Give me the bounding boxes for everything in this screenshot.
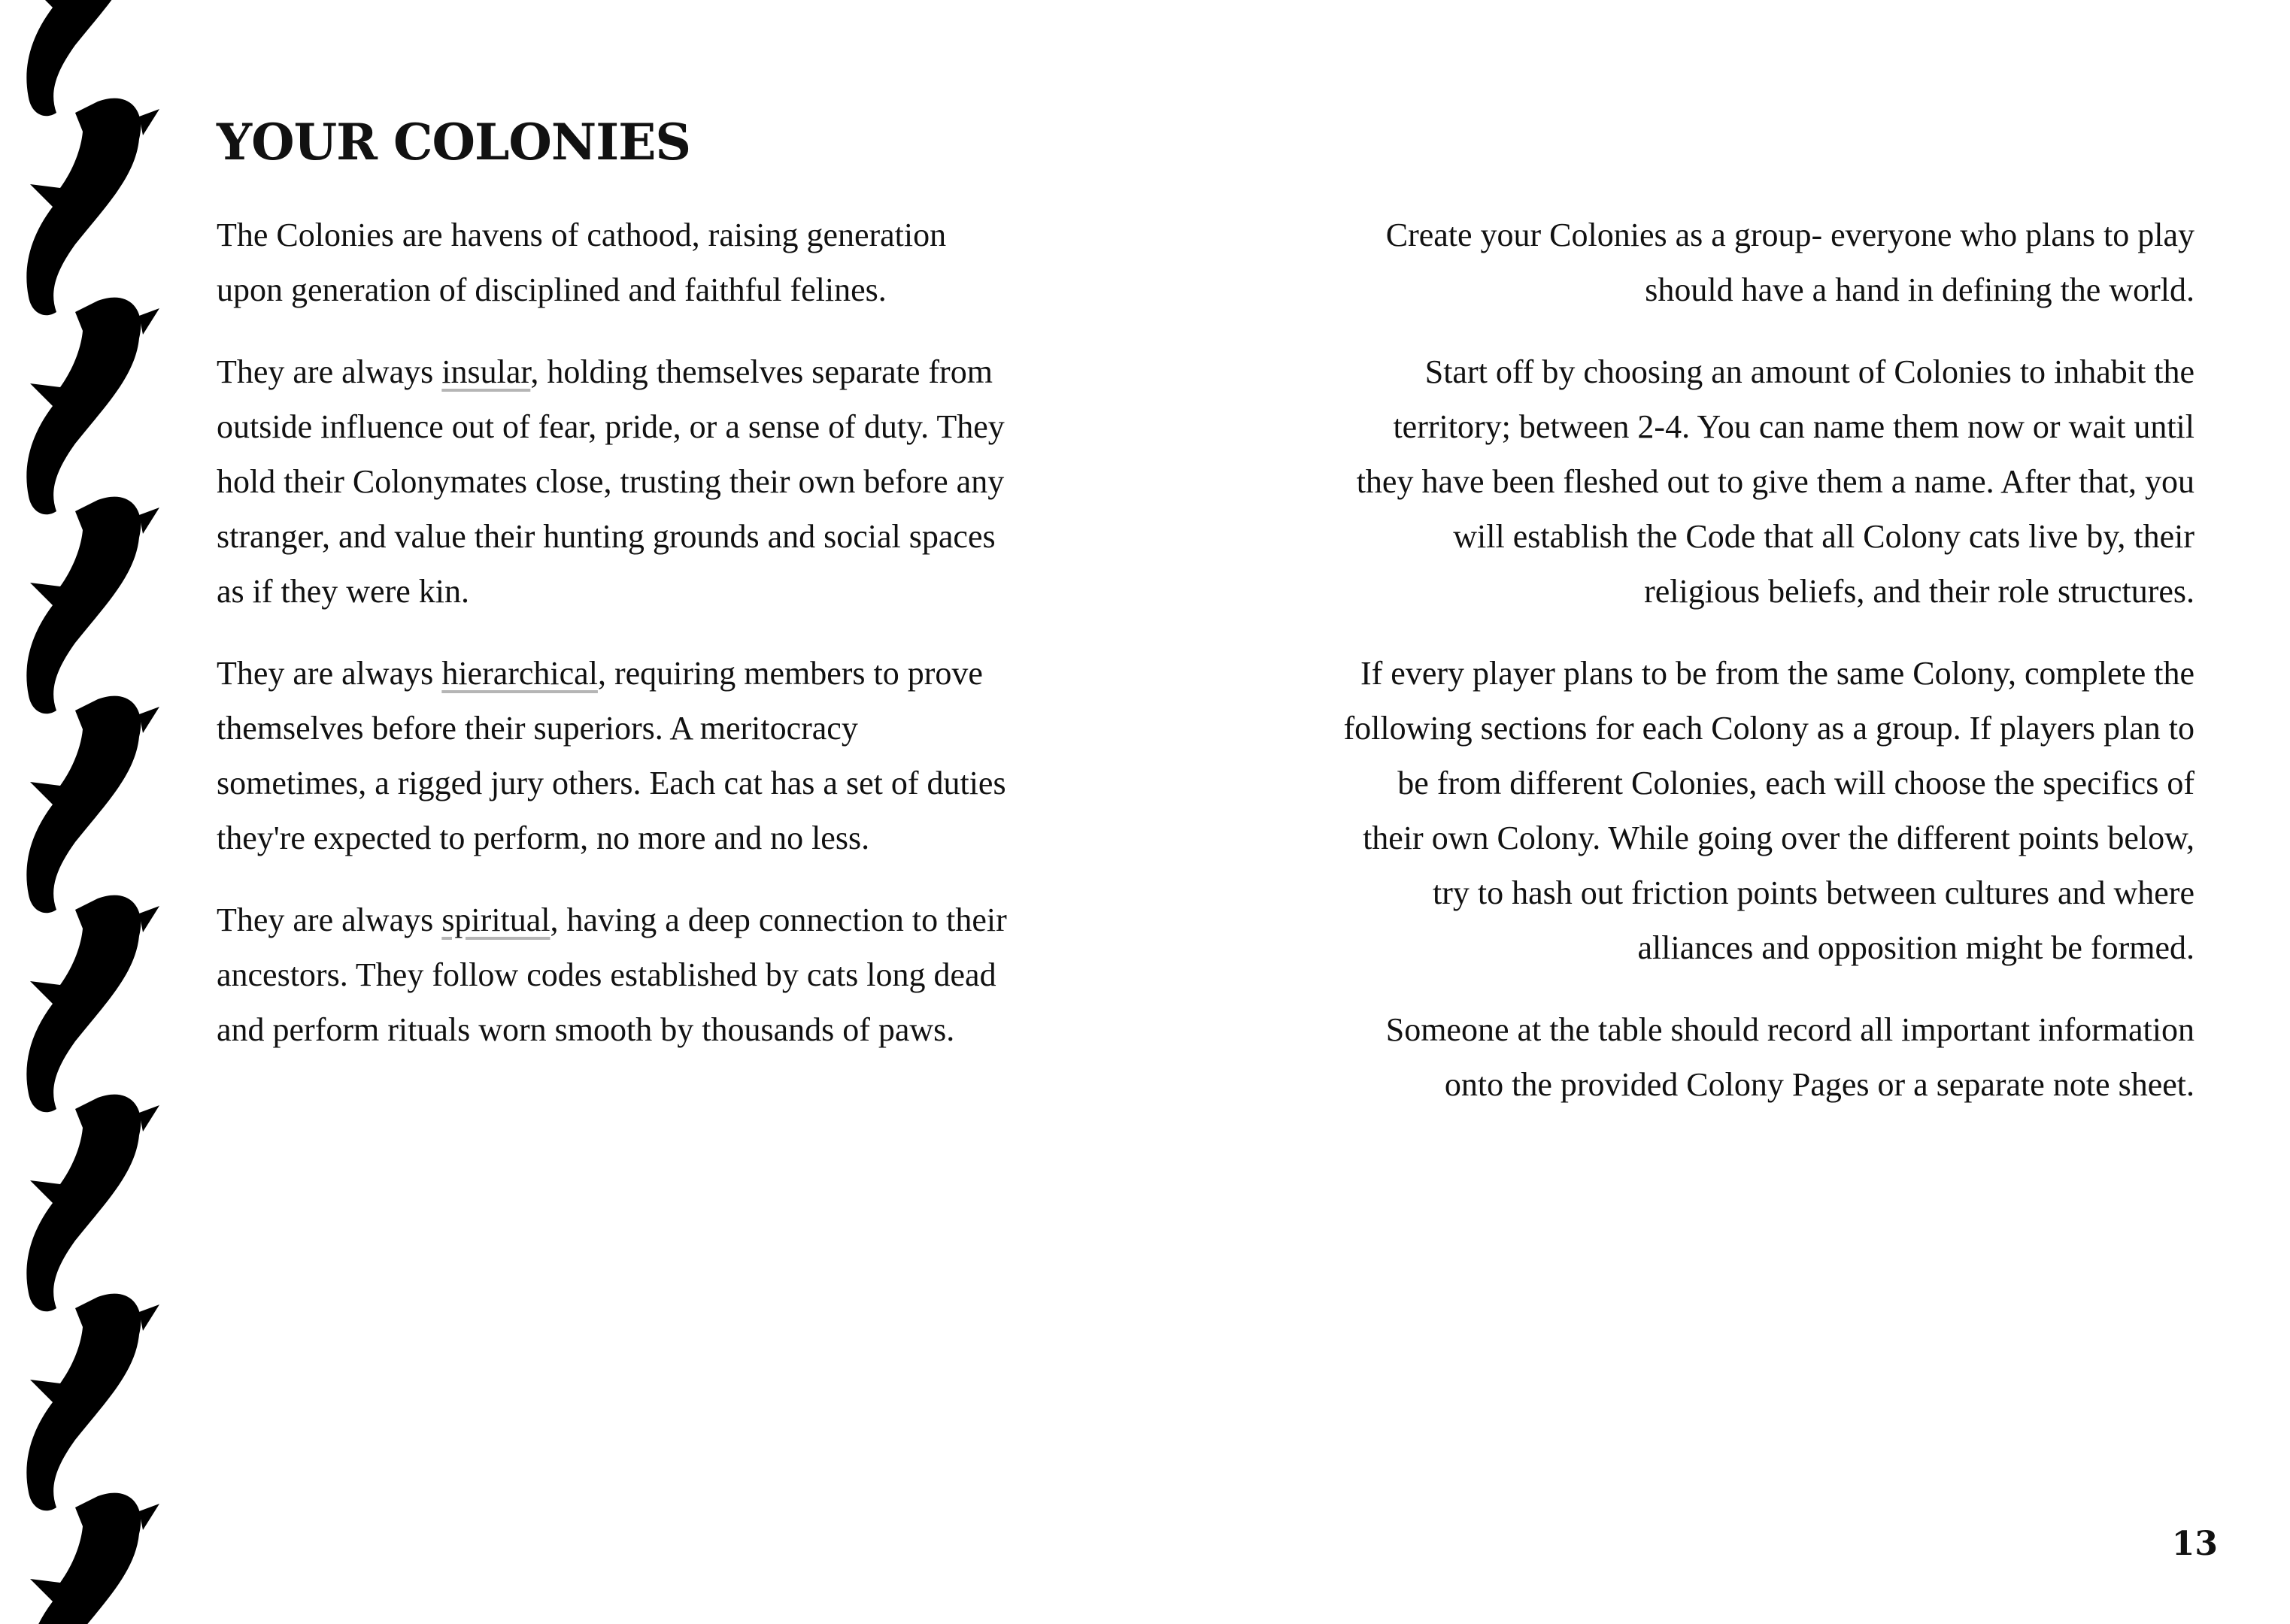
cat-silhouette-icon xyxy=(26,298,159,515)
hierarchical-text: , requiring members to prove themselves before their superiors. A meritocracy sometimes, a rigged jury others. Each cat has a set of duties they're expected to perform, no more and no less. xyxy=(217,655,1006,856)
intro-paragraph: The Colonies are havens of cathood, raising generation upon generation of disciplined and faithful felines. xyxy=(217,217,947,308)
insular-paragraph xyxy=(217,344,1014,619)
colony-count-paragraph: Start off by choosing an amount of Colonies to inhabit the territory; between 2-4. You can name them now or wait until they have been fleshed out to give them a name. After that, you will establish the Code that all Colony cats live by, their religious beliefs, and their role structures. xyxy=(1356,353,2194,610)
spiritual-prefix: They are always xyxy=(217,901,442,938)
cat-silhouette-icon xyxy=(26,895,159,1113)
hierarchical-keyword: hierarchical xyxy=(441,655,598,692)
page-title: YOUR COLONIES xyxy=(217,113,691,171)
cat-silhouette-border xyxy=(0,0,180,1624)
cat-silhouette-icon xyxy=(26,98,159,316)
insular-text: , holding themselves separate from outside influence out of fear, pride, or a sense of duty. They hold their Colonymates close, trusting their own before any stranger, and value their hunting grounds and social spaces as if they were kin. xyxy=(217,353,1005,610)
cat-silhouette-icon xyxy=(26,1294,159,1511)
left-column xyxy=(217,208,1014,1084)
hierarchical-prefix: They are always xyxy=(217,655,442,692)
insular-keyword: insular xyxy=(441,353,531,390)
spiritual-text: , having a deep connection to their ancestors. They follow codes established by cats long dead and perform rituals worn smooth by thousands of paws. xyxy=(217,901,1007,1048)
cat-silhouette-icon xyxy=(26,1493,159,1624)
cat-silhouette-icon xyxy=(26,497,159,714)
cat-silhouette-icon xyxy=(26,696,159,914)
player-colony-paragraph: If every player plans to be from the same Colony, complete the following sections for each Colony as a group. If players plan to be from different Colonies, each will choose the specifics of their own Colony. While going over the different points below, try to hash out friction points between cultures and where alliances and opposition might be formed. xyxy=(1343,655,2194,966)
insular-prefix: They are always xyxy=(217,353,442,390)
spiritual-paragraph xyxy=(217,892,1014,1057)
page-number: 13 xyxy=(2171,1525,2218,1563)
record-keeping-paragraph: Someone at the table should record all important information onto the provided Colony Pages or a separate note sheet. xyxy=(1385,1011,2194,1103)
hierarchical-paragraph xyxy=(217,646,1014,865)
right-column xyxy=(1331,208,2194,1139)
spiritual-keyword: spiritual xyxy=(441,901,551,938)
cat-silhouette-icon xyxy=(26,1095,159,1312)
group-creation-paragraph: Create your Colonies as a group- everyone who plans to play should have a hand in defining the world. xyxy=(1385,217,2194,308)
cat-silhouette-icon xyxy=(26,0,159,116)
